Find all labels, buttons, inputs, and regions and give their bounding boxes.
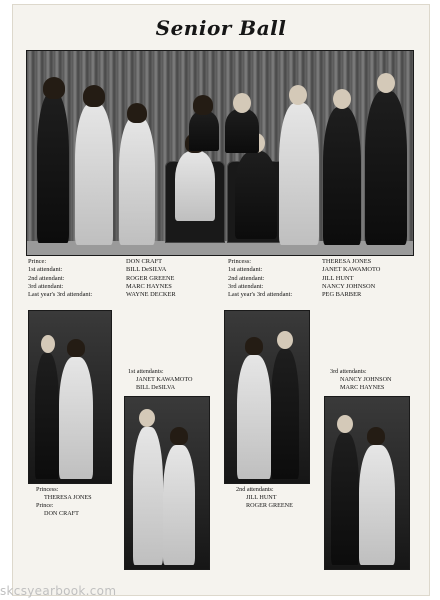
person-head [337, 415, 353, 433]
person-figure [37, 93, 69, 243]
first-attendants-caption [128, 368, 193, 392]
caption-line: 3rd attendants: [330, 368, 367, 375]
person-head [233, 93, 251, 113]
person-figure [175, 151, 215, 221]
watermark: skcsyearbook.com [0, 584, 117, 598]
person-head [139, 409, 155, 427]
person-figure [75, 103, 113, 245]
person-figure [133, 427, 163, 565]
person-figure [235, 151, 277, 239]
third-attendants-photo [324, 396, 410, 570]
caption-name: NANCY JOHNSON [322, 282, 376, 290]
person-figure [59, 357, 93, 479]
caption-label: 3rd attendant: [28, 282, 64, 290]
caption-line: DON CRAFT [44, 510, 79, 517]
person-head [41, 335, 55, 353]
caption-label: Last year's 3rd attendant: [28, 291, 93, 299]
person-hair [367, 427, 385, 445]
caption-label: 1st attendant: [28, 266, 63, 274]
person-figure [237, 355, 271, 479]
caption-line: 1st attendants: [128, 368, 164, 375]
person-head [289, 85, 307, 105]
caption-line: ROGER GREENE [246, 502, 293, 509]
person-figure [359, 445, 395, 565]
caption-line: NANCY JOHNSON [340, 376, 392, 383]
person-figure [119, 117, 155, 245]
person-figure [271, 349, 299, 479]
caption-label: Princess: [228, 258, 252, 265]
princess-caption [36, 486, 92, 518]
caption-line: 2nd attendants: [236, 486, 274, 493]
caption-name: JANET KAWAMOTO [322, 266, 381, 274]
caption-name: MARC HAYNES [126, 282, 172, 290]
caption-name: DON CRAFT [126, 258, 163, 265]
caption-name: ROGER GREENE [126, 274, 175, 282]
person-figure [331, 433, 359, 565]
caption-name: PEG BARBER [322, 291, 362, 299]
princess-prince-photo [28, 310, 112, 484]
caption-label: 3rd attendant: [228, 282, 264, 290]
person-hair [83, 85, 105, 107]
caption-name: WAYNE DECKER [126, 291, 176, 299]
main-caption-right [228, 258, 380, 299]
caption-label: Last year's 3rd attendant: [228, 291, 293, 299]
person-figure [189, 111, 219, 151]
person-hair [193, 95, 213, 115]
court-group-photo [26, 50, 414, 256]
caption-name: BILL DeSILVA [126, 266, 167, 274]
person-hair [170, 427, 188, 445]
first-attendants-photo [124, 396, 210, 570]
person-figure [225, 109, 259, 153]
person-figure [365, 91, 407, 245]
person-hair [127, 103, 147, 123]
yearbook-page [12, 4, 430, 596]
caption-name: THERESA JONES [322, 258, 372, 265]
caption-line: Prince: [36, 502, 54, 509]
person-figure [163, 445, 195, 565]
person-head [377, 73, 395, 93]
caption-line: BILL DeSILVA [136, 384, 176, 391]
caption-name: JILL HUNT [322, 274, 354, 282]
caption-line: MARC HAYNES [340, 384, 385, 391]
person-figure [323, 107, 361, 245]
caption-line: THERESA JONES [44, 494, 92, 501]
caption-label: 1st attendant: [228, 266, 263, 274]
main-caption-left [28, 258, 176, 299]
page-title: Senior Ball [155, 16, 287, 40]
second-attendants-caption [236, 486, 293, 510]
person-hair [43, 77, 65, 99]
third-attendants-caption [330, 368, 392, 392]
caption-label: 2nd attendant: [228, 274, 265, 282]
person-figure [35, 353, 59, 479]
caption-label: Prince: [28, 258, 47, 265]
person-head [277, 331, 293, 349]
person-figure [279, 103, 319, 245]
caption-line: JILL HUNT [246, 494, 277, 501]
second-attendants-photo [224, 310, 310, 484]
person-hair [67, 339, 85, 357]
person-head [333, 89, 351, 109]
caption-line: Princess: [36, 486, 59, 493]
person-hair [245, 337, 263, 355]
caption-label: 2nd attendant: [28, 274, 65, 282]
caption-line: JANET KAWAMOTO [136, 376, 193, 383]
